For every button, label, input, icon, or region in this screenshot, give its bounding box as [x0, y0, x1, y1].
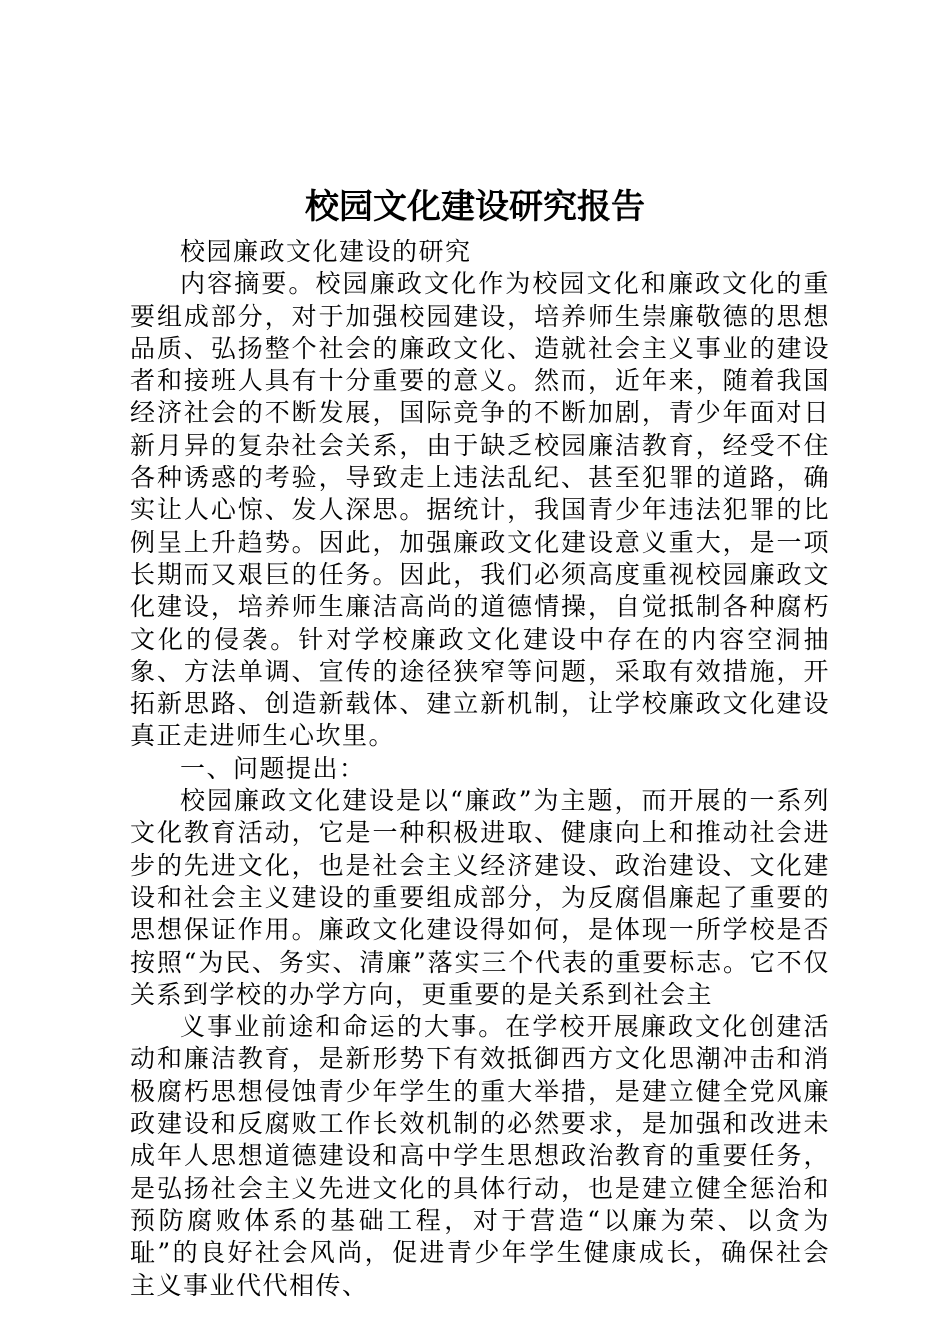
abstract-paragraph: 内容摘要。校园廉政文化作为校园文化和廉政文化的重要组成部分，对于加强校园建设，培养师生崇廉敬德的思想品质、弘扬整个社会的廉政文化、造就社会主义事业的建设者和接班人具有十分重要的意义。然而，近年来，随着我国经济社会的不断发展，国际竞争的不断加剧，青少年面对日新月异的复杂社会关系，由于缺乏校园廉洁教育，经受不住各种诱惑的考验，导致走上违法乱纪、甚至犯罪的道路，确实让人心惊、发人深思。据统计，我国青少年违法犯罪的比例呈上升趋势。因此，加强廉政文化建设意义重大，是一项长期而又艰巨的任务。因此，我们必须高度重视校园廉政文化建设，培养师生廉洁高尚的道德情操，自觉抵制各种腐朽文化的侵袭。针对学校廉政文化建设中存在的内容空洞抽象、方法单调、宣传的途径狭窄等问题，采取有效措施，开拓新思路、创造新载体、建立新机制，让学校廉政文化建设真正走进师生心坎里。 [130, 269, 830, 751]
document-body [130, 236, 830, 1302]
body-paragraph: 义事业前途和命运的大事。在学校开展廉政文化创建活动和廉洁教育，是新形势下有效抵御西方文化思潮冲击和消极腐朽思想侵蚀青少年学生的重大举措，是建立健全党风廉政建设和反腐败工作长效机制的必然要求，是加强和改进未成年人思想道德建设和高中学生思想政治教育的重要任务，是弘扬社会主义先进文化的具体行动，也是建立健全惩治和预防腐败体系的基础工程，对于营造“以廉为荣、以贪为耻”的良好社会风尚，促进青少年学生健康成长，确保社会主义事业代代相传、 [130, 1012, 830, 1300]
document-title: 校园文化建设研究报告 [305, 187, 645, 227]
subtitle-paragraph: 校园廉政文化建设的研究 [180, 237, 472, 266]
body-paragraph: 校园廉政文化建设是以“廉政”为主题，而开展的一系列文化教育活动，它是一种积极进取、健康向上和推动社会进步的先进文化，也是社会主义经济建设、政治建设、文化建设和社会主义建设的重要组成部分，为反腐倡廉起了重要的思想保证作用。廉政文化建设得如何，是体现一所学校是否按照“为民、务实、清廉”落实三个代表的重要标志。它不仅关系到学校的办学方向，更重要的是关系到社会主 [130, 786, 830, 1009]
section-heading: 一、问题提出： [180, 753, 366, 783]
